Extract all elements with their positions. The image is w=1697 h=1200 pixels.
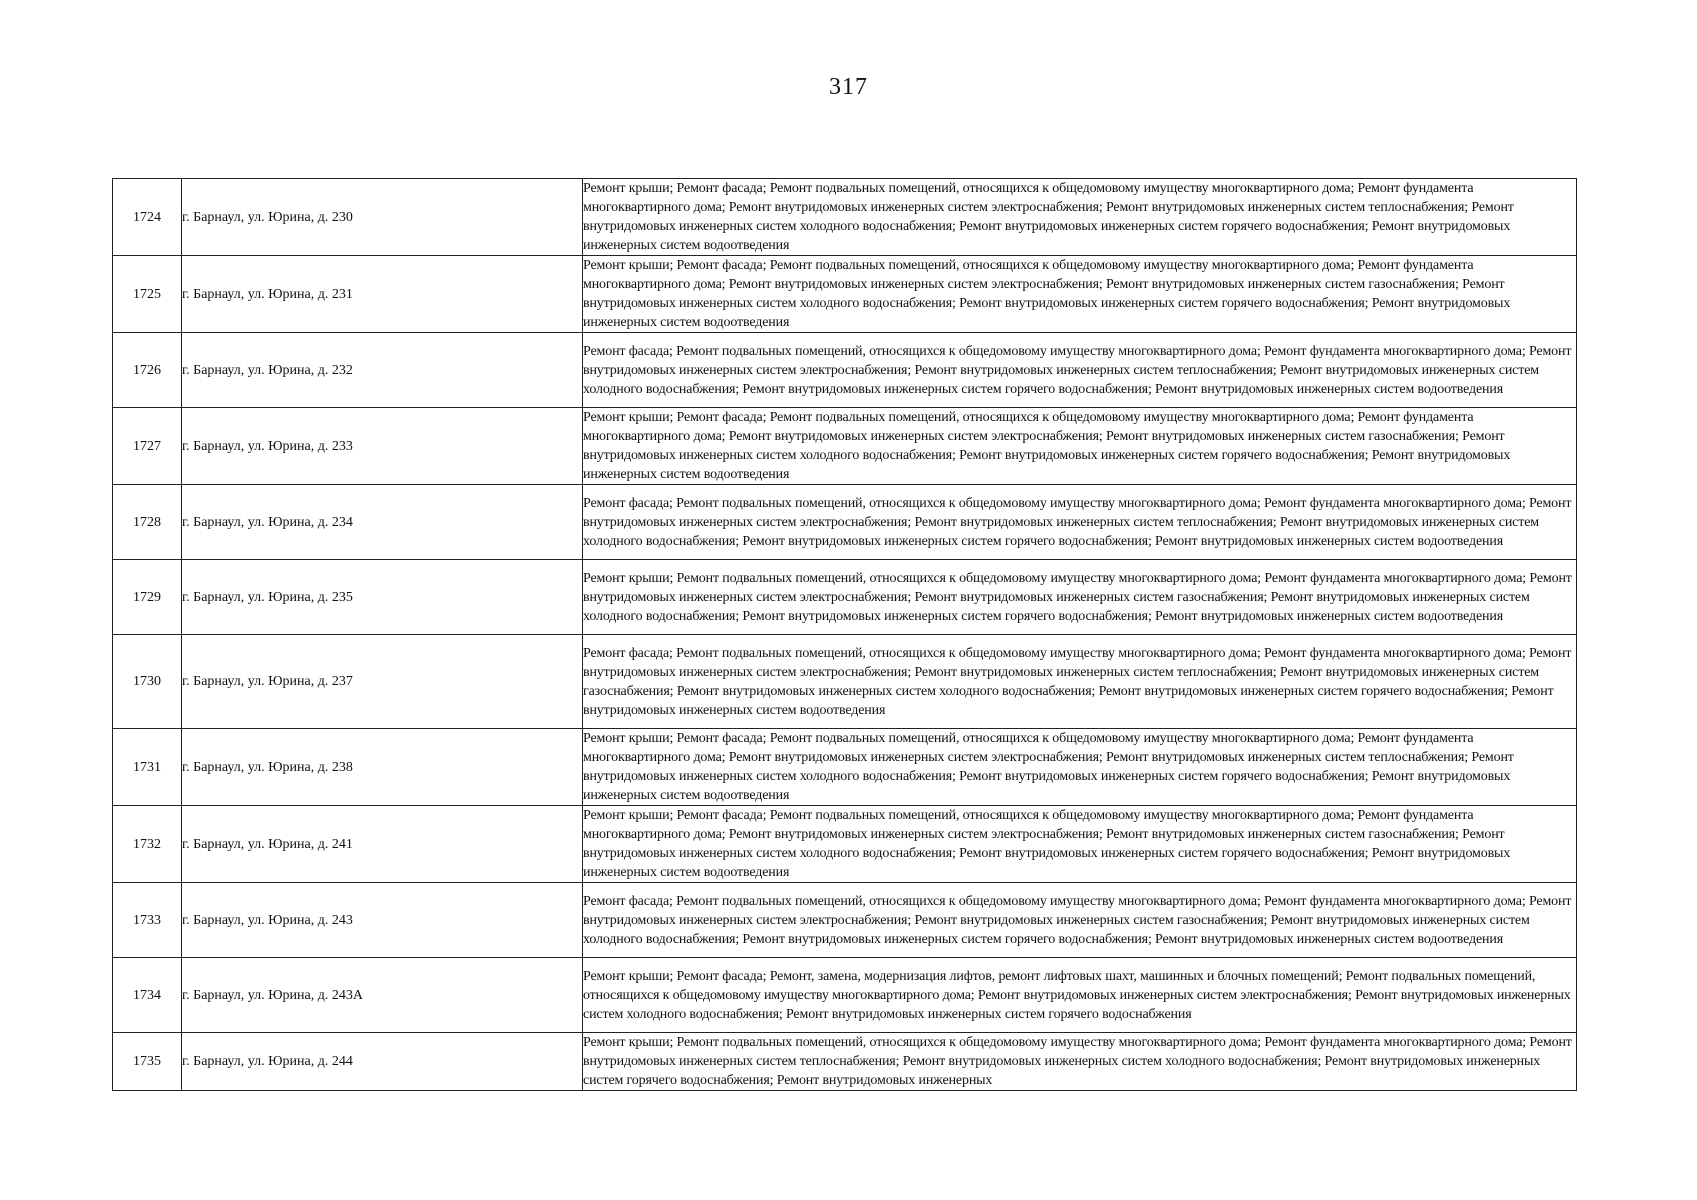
table-row — [113, 635, 1577, 729]
row-address: г. Барнаул, ул. Юрина, д. 244 — [182, 1033, 583, 1091]
row-works: Ремонт крыши; Ремонт фасада; Ремонт подвальных помещений, относящихся к общедомовому имуществу многоквартирного дома; Ремонт фундамента многоквартирного дома; Ремонт внутридомовых инженерных систем электроснабжения; Ремонт внутридомовых инженерных систем теплоснабжения; Ремонт внутридомовых инженерных систем холодного водоснабжения; Ремонт внутридомовых инженерных систем горячего водоснабжения; Ремонт внутридомовых инженерных систем водоотведения — [583, 729, 1577, 806]
row-address: г. Барнаул, ул. Юрина, д. 233 — [182, 408, 583, 485]
row-works: Ремонт фасада; Ремонт подвальных помещений, относящихся к общедомовому имуществу многоквартирного дома; Ремонт фундамента многоквартирного дома; Ремонт внутридомовых инженерных систем электроснабжения; Ремонт внутридомовых инженерных систем теплоснабжения; Ремонт внутридомовых инженерных систем холодного водоснабжения; Ремонт внутридомовых инженерных систем горячего водоснабжения; Ремонт внутридомовых инженерных систем водоотведения — [583, 333, 1577, 408]
row-number: 1724 — [113, 179, 182, 256]
row-works: Ремонт фасада; Ремонт подвальных помещений, относящихся к общедомовому имуществу многоквартирного дома; Ремонт фундамента многоквартирного дома; Ремонт внутридомовых инженерных систем электроснабжения; Ремонт внутридомовых инженерных систем теплоснабжения; Ремонт внутридомовых инженерных систем газоснабжения; Ремонт внутридомовых инженерных систем холодного водоснабжения; Ремонт внутридомовых инженерных систем горячего водоснабжения; Ремонт внутридомовых инженерных систем водоотведения — [583, 635, 1577, 729]
row-address: г. Барнаул, ул. Юрина, д. 230 — [182, 179, 583, 256]
row-number: 1729 — [113, 560, 182, 635]
row-works: Ремонт фасада; Ремонт подвальных помещений, относящихся к общедомовому имуществу многоквартирного дома; Ремонт фундамента многоквартирного дома; Ремонт внутридомовых инженерных систем электроснабжения; Ремонт внутридомовых инженерных систем газоснабжения; Ремонт внутридомовых инженерных систем холодного водоснабжения; Ремонт внутридомовых инженерных систем горячего водоснабжения; Ремонт внутридомовых инженерных систем водоотведения — [583, 883, 1577, 958]
row-address: г. Барнаул, ул. Юрина, д. 243 — [182, 883, 583, 958]
row-number: 1734 — [113, 958, 182, 1033]
table-row — [113, 408, 1577, 485]
row-number: 1731 — [113, 729, 182, 806]
row-works: Ремонт крыши; Ремонт фасада; Ремонт подвальных помещений, относящихся к общедомовому имуществу многоквартирного дома; Ремонт фундамента многоквартирного дома; Ремонт внутридомовых инженерных систем электроснабжения; Ремонт внутридомовых инженерных систем газоснабжения; Ремонт внутридомовых инженерных систем холодного водоснабжения; Ремонт внутридомовых инженерных систем горячего водоснабжения; Ремонт внутридомовых инженерных систем водоотведения — [583, 256, 1577, 333]
row-number: 1732 — [113, 806, 182, 883]
row-works: Ремонт крыши; Ремонт подвальных помещений, относящихся к общедомовому имуществу многоквартирного дома; Ремонт фундамента многоквартирного дома; Ремонт внутридомовых инженерных систем теплоснабжения; Ремонт внутридомовых инженерных систем холодного водоснабжения; Ремонт внутридомовых инженерных систем горячего водоснабжения; Ремонт внутридомовых инженерных — [583, 1033, 1577, 1091]
table-row — [113, 560, 1577, 635]
table-row — [113, 883, 1577, 958]
row-address: г. Барнаул, ул. Юрина, д. 232 — [182, 333, 583, 408]
row-works: Ремонт крыши; Ремонт подвальных помещений, относящихся к общедомовому имуществу многоквартирного дома; Ремонт фундамента многоквартирного дома; Ремонт внутридомовых инженерных систем электроснабжения; Ремонт внутридомовых инженерных систем газоснабжения; Ремонт внутридомовых инженерных систем холодного водоснабжения; Ремонт внутридомовых инженерных систем горячего водоснабжения; Ремонт внутридомовых инженерных систем водоотведения — [583, 560, 1577, 635]
row-works: Ремонт крыши; Ремонт фасада; Ремонт, замена, модернизация лифтов, ремонт лифтовых шахт, машинных и блочных помещений; Ремонт подвальных помещений, относящихся к общедомовому имуществу многоквартирного дома; Ремонт внутридомовых инженерных систем электроснабжения; Ремонт внутридомовых инженерных систем холодного водоснабжения; Ремонт внутридомовых инженерных систем горячего водоснабжения — [583, 958, 1577, 1033]
table-row — [113, 806, 1577, 883]
row-address: г. Барнаул, ул. Юрина, д. 234 — [182, 485, 583, 560]
row-address: г. Барнаул, ул. Юрина, д. 237 — [182, 635, 583, 729]
table-row — [113, 256, 1577, 333]
row-works: Ремонт фасада; Ремонт подвальных помещений, относящихся к общедомовому имуществу многоквартирного дома; Ремонт фундамента многоквартирного дома; Ремонт внутридомовых инженерных систем электроснабжения; Ремонт внутридомовых инженерных систем теплоснабжения; Ремонт внутридомовых инженерных систем холодного водоснабжения; Ремонт внутридомовых инженерных систем горячего водоснабжения; Ремонт внутридомовых инженерных систем водоотведения — [583, 485, 1577, 560]
row-works: Ремонт крыши; Ремонт фасада; Ремонт подвальных помещений, относящихся к общедомовому имуществу многоквартирного дома; Ремонт фундамента многоквартирного дома; Ремонт внутридомовых инженерных систем электроснабжения; Ремонт внутридомовых инженерных систем теплоснабжения; Ремонт внутридомовых инженерных систем холодного водоснабжения; Ремонт внутридомовых инженерных систем горячего водоснабжения; Ремонт внутридомовых инженерных систем водоотведения — [583, 179, 1577, 256]
row-address: г. Барнаул, ул. Юрина, д. 231 — [182, 256, 583, 333]
row-number: 1728 — [113, 485, 182, 560]
row-address: г. Барнаул, ул. Юрина, д. 235 — [182, 560, 583, 635]
row-works: Ремонт крыши; Ремонт фасада; Ремонт подвальных помещений, относящихся к общедомовому имуществу многоквартирного дома; Ремонт фундамента многоквартирного дома; Ремонт внутридомовых инженерных систем электроснабжения; Ремонт внутридомовых инженерных систем газоснабжения; Ремонт внутридомовых инженерных систем холодного водоснабжения; Ремонт внутридомовых инженерных систем горячего водоснабжения; Ремонт внутридомовых инженерных систем водоотведения — [583, 408, 1577, 485]
table-row — [113, 179, 1577, 256]
table-row — [113, 958, 1577, 1033]
row-address: г. Барнаул, ул. Юрина, д. 241 — [182, 806, 583, 883]
row-works: Ремонт крыши; Ремонт фасада; Ремонт подвальных помещений, относящихся к общедомовому имуществу многоквартирного дома; Ремонт фундамента многоквартирного дома; Ремонт внутридомовых инженерных систем электроснабжения; Ремонт внутридомовых инженерных систем газоснабжения; Ремонт внутридомовых инженерных систем холодного водоснабжения; Ремонт внутридомовых инженерных систем горячего водоснабжения; Ремонт внутридомовых инженерных систем водоотведения — [583, 806, 1577, 883]
row-number: 1733 — [113, 883, 182, 958]
row-number: 1730 — [113, 635, 182, 729]
table-row — [113, 729, 1577, 806]
table-row — [113, 1033, 1577, 1091]
row-number: 1735 — [113, 1033, 182, 1091]
page-number: 317 — [829, 74, 868, 100]
table-row — [113, 333, 1577, 408]
registry-table — [112, 178, 1577, 1091]
table-row — [113, 485, 1577, 560]
row-number: 1726 — [113, 333, 182, 408]
row-number: 1727 — [113, 408, 182, 485]
row-address: г. Барнаул, ул. Юрина, д. 243А — [182, 958, 583, 1033]
row-address: г. Барнаул, ул. Юрина, д. 238 — [182, 729, 583, 806]
row-number: 1725 — [113, 256, 182, 333]
